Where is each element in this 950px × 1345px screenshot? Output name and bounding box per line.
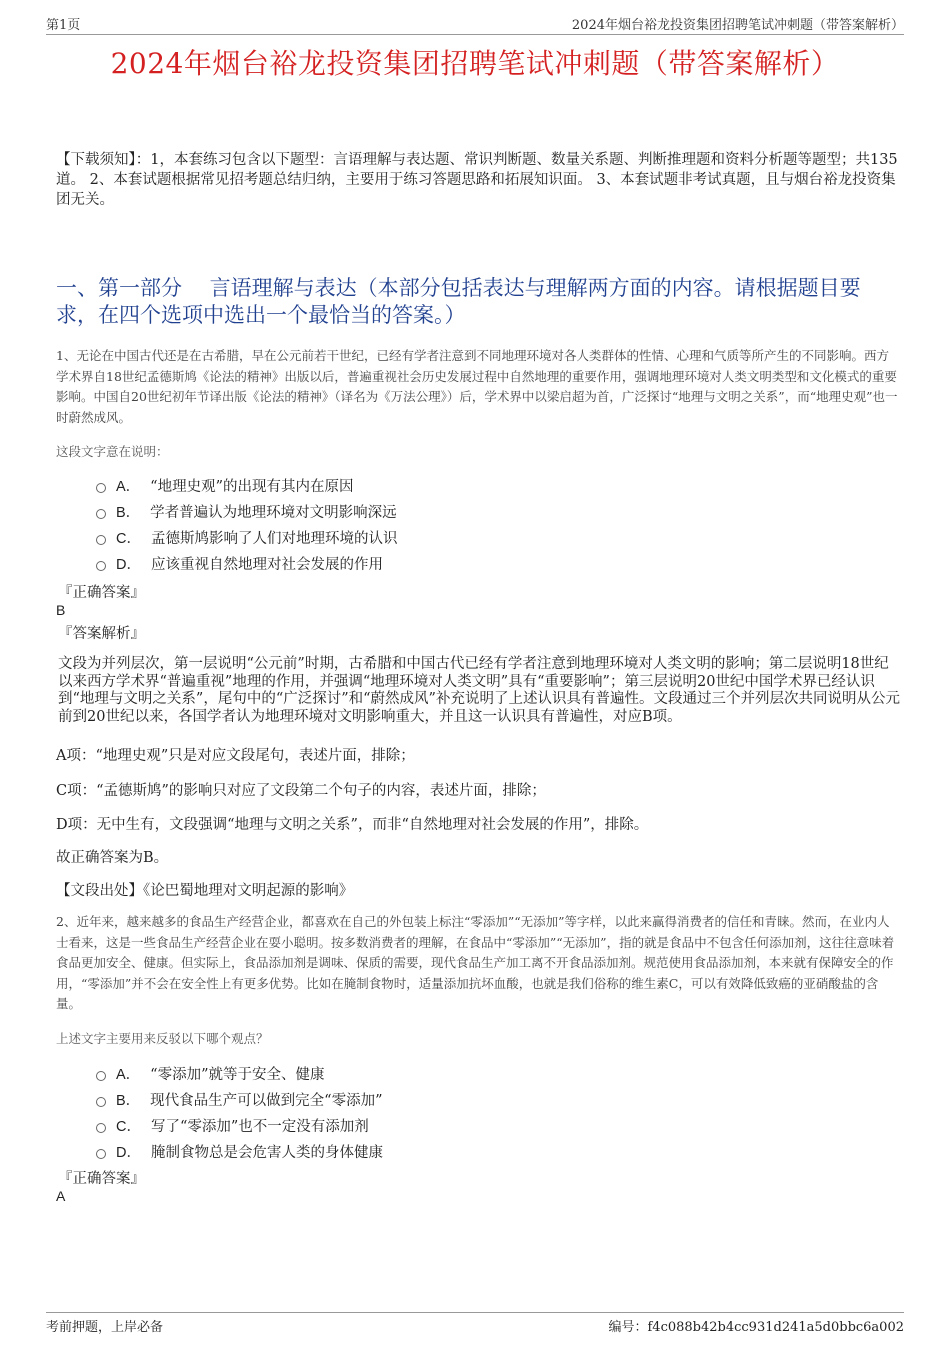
question-1-prompt: 这段文字意在说明： — [56, 444, 169, 459]
explanation-text: 文段为并列层次，第一层说明“公元前”时期，古希腊和中国古代已经有学者注意到地理环境对人类文明的影响；第二层说明18世纪以来西方学术界“普遍重视”地理的作用，并强调“地理环境对人类文明”具有“重要影响”；第三层说明20世纪中国学术界已经认识到“地理与文明之关系”，尾句中的“广泛探讨”和“蔚然成风”补充说明了上述认识具有普遍性。文段通过三个并列层次共同说明从公元前到20世纪以来，各国学者认为地理环境对文明影响重大，并且这一认识具有普遍性，对应B项。 — [58, 656, 900, 725]
option-a[interactable]: A． “地理史观”的出现有其内在原因 — [96, 472, 397, 498]
explanation-label: 『答案解析』 — [58, 626, 145, 642]
option-label: “零添加”就等于安全、健康 — [150, 1066, 325, 1083]
download-notice: 【下载须知】：1，本套练习包含以下题型：言语理解与表达题、常识判断题、数量关系题、判断推理题和资料分析题等题型；共135道。 2、本套试题根据常见招考题总结归纳，主要用于练习答题思路和拓展知识面。 3、本套试题非考试真题，且与烟台裕龙投资集团无关。 — [56, 152, 898, 208]
radio-icon[interactable] — [96, 483, 106, 493]
radio-icon[interactable] — [96, 1149, 106, 1159]
option-c-note: C项：“孟德斯鸠”的影响只对应了文段第二个句子的内容，表述片面，排除； — [56, 783, 546, 799]
radio-icon[interactable] — [96, 1123, 106, 1133]
page-footer — [46, 1312, 904, 1336]
option-label: “地理史观”的出现有其内在原因 — [150, 478, 354, 495]
header-doc-title: 2024年烟台裕龙投资集团招聘笔试冲刺题（带答案解析） — [571, 18, 904, 33]
document-title: 2024年烟台裕龙投资集团招聘笔试冲刺题（带答案解析） — [110, 47, 840, 80]
option-label: 现代食品生产可以做到完全“零添加” — [150, 1092, 383, 1109]
question-1-text: 1、无论在中国古代还是在古希腊，早在公元前若干世纪，已经有学者注意到不同地理环境对各人类群体的性情、心理和气质等所产生的不同影响。西方学术界自18世纪孟德斯鸠《论法的精神》出版以后，普遍重视社会历史发展过程中自然地理的重要作用，强调地理环境对人类文明类型和文化模式的重要影响。中国自20世纪初年节译出版《论法的精神》（译名为《万法公理》）后，学术界中以梁启超为首，广泛探讨“地理与文明之关系”，而“地理史观”也一时蔚然成风。 — [56, 348, 898, 425]
option-a-note: A项：“地理史观”只是对应文段尾句，表述片面，排除； — [56, 748, 415, 764]
radio-icon[interactable] — [96, 1097, 106, 1107]
question-2-text: 2、近年来，越来越多的食品生产经营企业，都喜欢在自己的外包装上标注“零添加”“无添加”等字样，以此来赢得消费者的信任和青睐。然而，在业内人士看来，这是一些食品生产经营企业在耍小聪明。按多数消费者的理解，在食品中“零添加”“无添加”，指的就是食品中不包含任何添加剂，这往往意味着食品更加安全、健康。但实际上，食品添加剂是调味、保质的需要，现代食品生产加工离不开食品添加剂。规范使用食品添加剂，本来就有保障安全的作用，“零添加”并不会在安全性上有更多优势。比如在腌制食物时，适量添加抗坏血酸，也就是我们俗称的维生素C，可以有效降低致癌的亚硝酸盐的含量。 — [56, 914, 895, 1011]
answer-value: A — [56, 1188, 66, 1204]
answer-value: B — [56, 602, 66, 618]
option-a[interactable]: A． “零添加”就等于安全、健康 — [96, 1060, 383, 1086]
question-1-options — [96, 472, 397, 576]
question-2-options — [96, 1060, 383, 1164]
option-d[interactable]: D． 应该重视自然地理对社会发展的作用 — [96, 550, 397, 576]
option-c[interactable]: C． 写了“零添加”也不一定没有添加剂 — [96, 1112, 383, 1138]
answer-label: 『正确答案』 — [58, 1171, 145, 1187]
conclusion: 故正确答案为B。 — [56, 850, 169, 866]
radio-icon[interactable] — [96, 509, 106, 519]
page-number: 第1页 — [46, 18, 81, 33]
option-d[interactable]: D． 腌制食物总是会危害人类的身体健康 — [96, 1138, 383, 1164]
option-b[interactable]: B． 学者普遍认为地理环境对文明影响深远 — [96, 498, 397, 524]
radio-icon[interactable] — [96, 535, 106, 545]
radio-icon[interactable] — [96, 1071, 106, 1081]
option-label: 写了“零添加”也不一定没有添加剂 — [150, 1118, 369, 1135]
option-c[interactable]: C． 孟德斯鸠影响了人们对地理环境的认识 — [96, 524, 397, 550]
question-2-prompt: 上述文字主要用来反驳以下哪个观点？ — [56, 1031, 269, 1046]
answer-label: 『正确答案』 — [58, 585, 145, 601]
radio-icon[interactable] — [96, 561, 106, 571]
section-title: 一、第一部分 言语理解与表达（本部分包括表达与理解两方面的内容。请根据题目要求，在四个选项中选出一个最恰当的答案。） — [56, 276, 861, 327]
option-d-note: D项：无中生有，文段强调“地理与文明之关系”，而非“自然地理对社会发展的作用”，排除。 — [56, 817, 649, 833]
option-label: 学者普遍认为地理环境对文明影响深远 — [150, 504, 397, 521]
page-header — [46, 12, 904, 35]
option-label: 腌制食物总是会危害人类的身体健康 — [150, 1144, 383, 1161]
footer-slogan: 考前押题，上岸必备 — [46, 1320, 164, 1335]
option-b[interactable]: B． 现代食品生产可以做到完全“零添加” — [96, 1086, 383, 1112]
option-label: 应该重视自然地理对社会发展的作用 — [150, 556, 383, 573]
option-label: 孟德斯鸠影响了人们对地理环境的认识 — [150, 530, 398, 547]
footer-code: 编号：f4c088b42b4cc931d241a5d0bbc6a002 — [608, 1320, 904, 1335]
source: 【文段出处】《论巴蜀地理对文明起源的影响》 — [56, 883, 354, 899]
